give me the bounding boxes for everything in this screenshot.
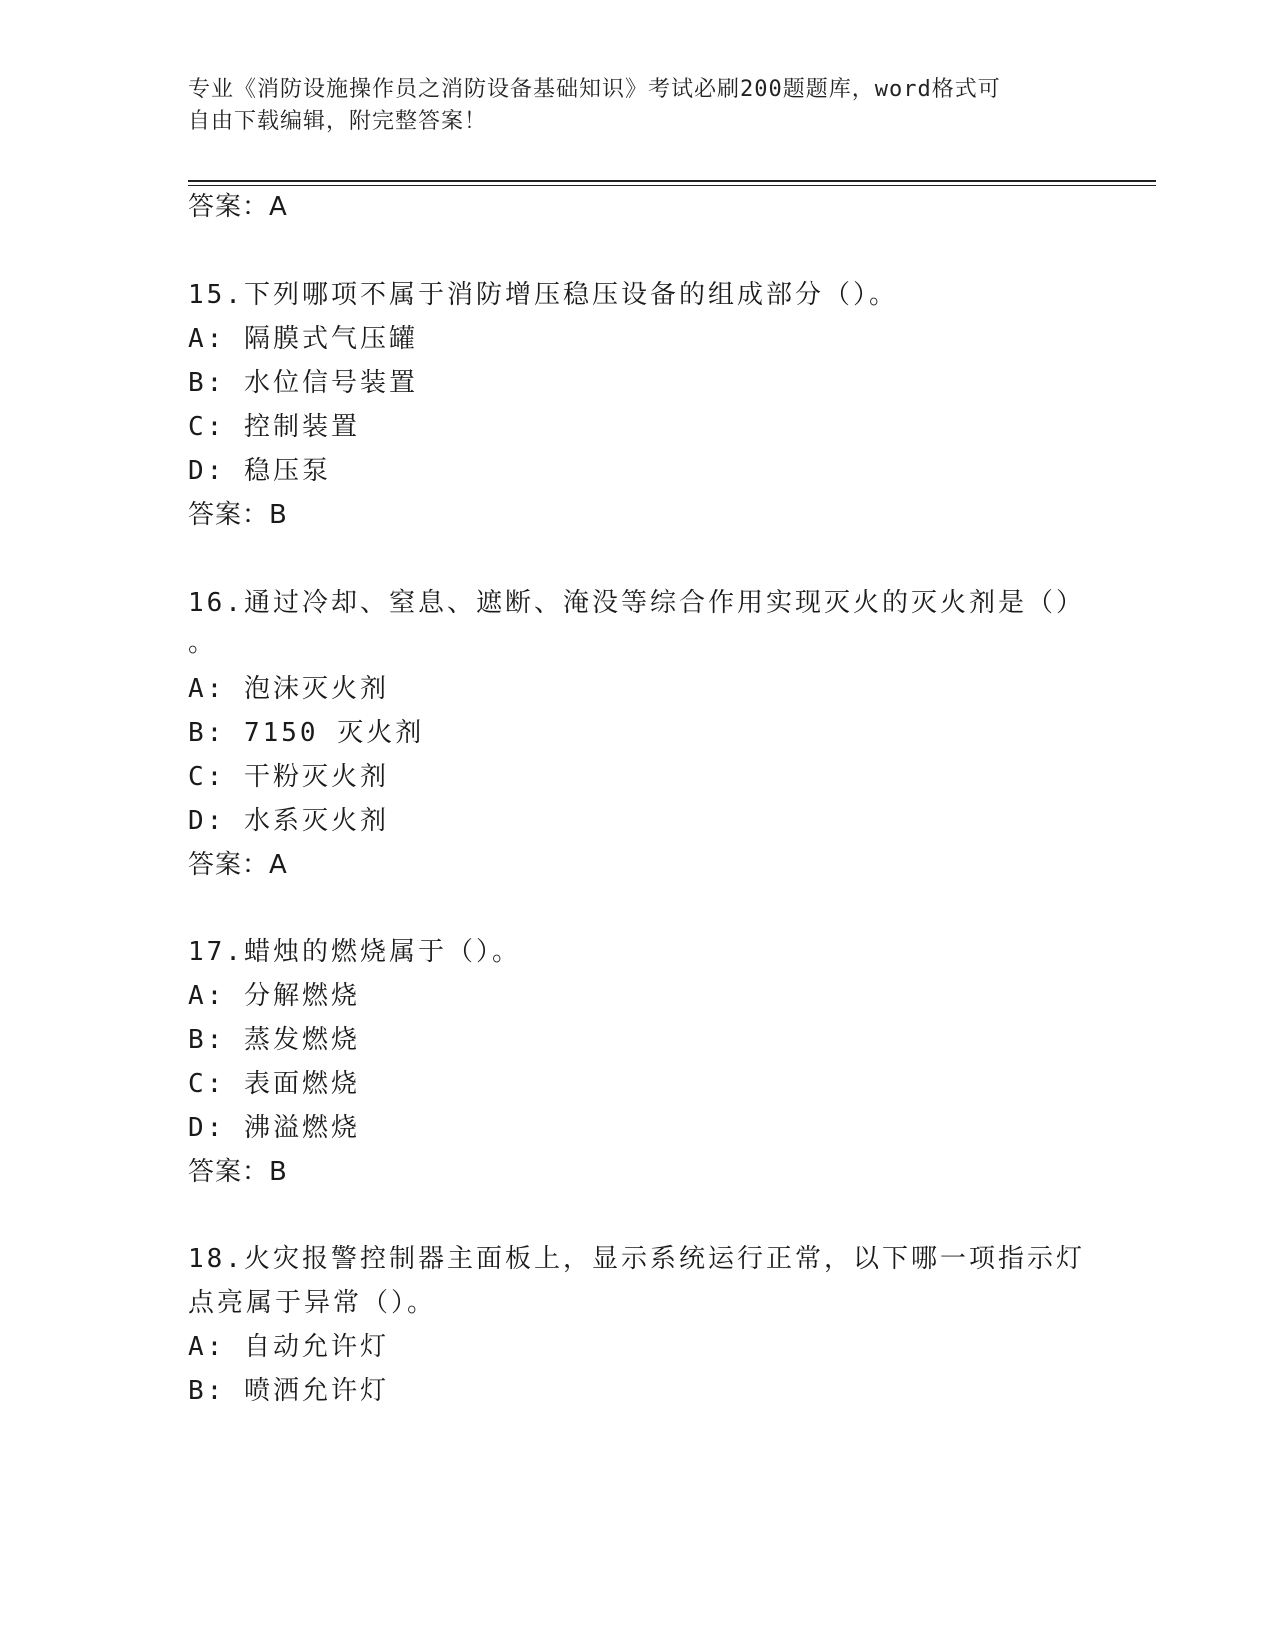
option-c: C: 表面燃烧 xyxy=(188,1069,360,1099)
option-c: C: 干粉灭火剂 xyxy=(188,762,389,792)
header-line-1: 专业《消防设施操作员之消防设备基础知识》考试必刷200题题库，word格式可 xyxy=(188,77,1001,102)
document-header xyxy=(188,74,1088,138)
answer-line: 答案：B xyxy=(188,1157,288,1187)
option-d: D: 水系灭火剂 xyxy=(188,806,389,836)
question-stem: 17.蜡烛的燃烧属于（）。 xyxy=(188,937,521,967)
option-b: B: 水位信号装置 xyxy=(188,368,418,398)
option-a: A: 分解燃烧 xyxy=(188,981,360,1011)
question-stem-continued: 。 xyxy=(188,628,218,658)
header-divider-thin xyxy=(188,185,1156,186)
option-a: A: 隔膜式气压罐 xyxy=(188,324,418,354)
option-c: C: 控制装置 xyxy=(188,412,360,442)
question-stem: 16.通过冷却、窒息、遮断、淹没等综合作用实现灭火的灭火剂是（） xyxy=(188,588,1085,618)
header-divider-thick xyxy=(188,180,1156,182)
header-line-2: 自由下载编辑，附完整答案！ xyxy=(188,109,488,134)
option-b: B: 7150 灭火剂 xyxy=(188,718,425,748)
question-stem-continued: 点亮属于异常（）。 xyxy=(188,1288,437,1318)
answer-line: 答案：B xyxy=(188,500,288,530)
option-b: B: 喷洒允许灯 xyxy=(188,1376,389,1406)
option-b: B: 蒸发燃烧 xyxy=(188,1025,360,1055)
answer-line: 答案：A xyxy=(188,850,288,880)
option-d: D: 沸溢燃烧 xyxy=(188,1113,360,1143)
answer-line: 答案：A xyxy=(188,192,288,222)
question-stem: 18.火灾报警控制器主面板上，显示系统运行正常，以下哪一项指示灯 xyxy=(188,1244,1085,1274)
option-a: A: 自动允许灯 xyxy=(188,1332,389,1362)
option-d: D: 稳压泵 xyxy=(188,456,331,486)
question-stem: 15.下列哪项不属于消防增压稳压设备的组成部分（）。 xyxy=(188,280,898,310)
option-a: A: 泡沫灭火剂 xyxy=(188,674,389,704)
